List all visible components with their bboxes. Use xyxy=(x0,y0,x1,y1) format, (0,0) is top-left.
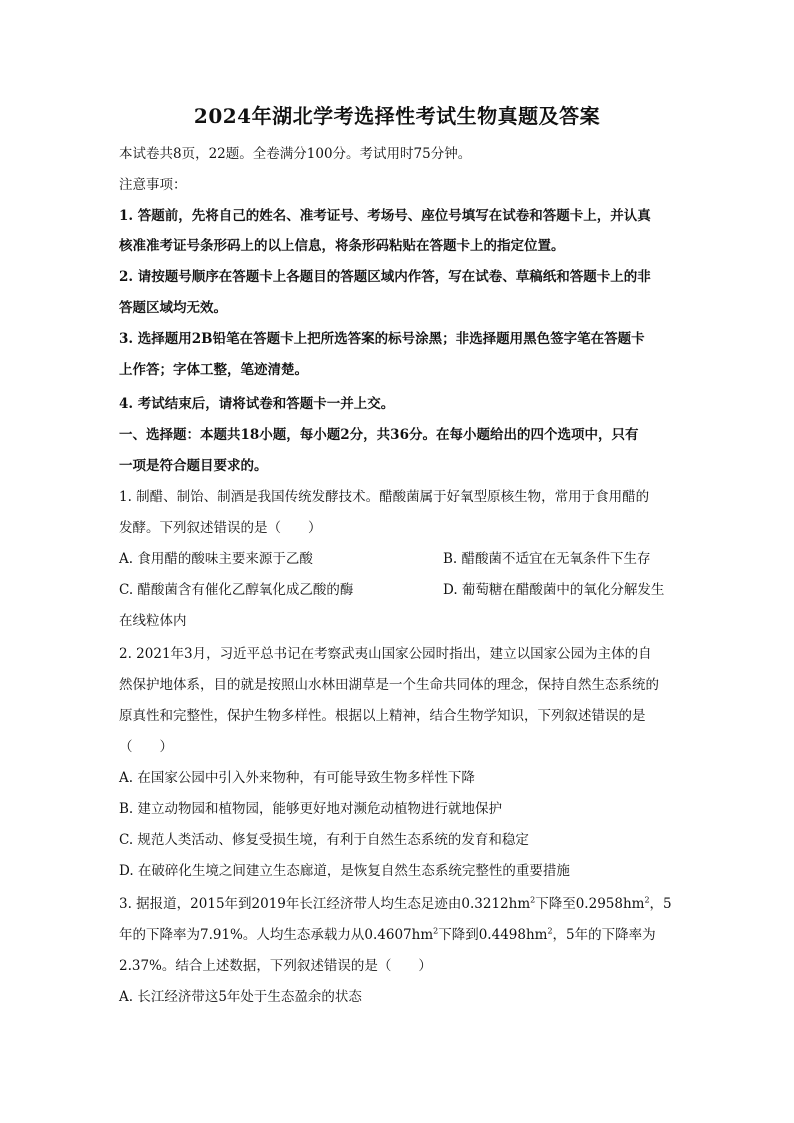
page-title: 2024年湖北学考选择性考试生物真题及答案 xyxy=(193,104,601,128)
option-d-continued: 在线粒体内 xyxy=(119,613,187,629)
notice-line: 核准准考证号条形码上的以上信息，将条形码粘贴在答题卡上的指定位置。 xyxy=(119,238,565,254)
question-1-stem: 发酵。下列叙述错误的是（ ） xyxy=(119,520,322,536)
question-2-stem: 原真性和完整性，保护生物多样性。根据以上精神，结合生物学知识，下列叙述错误的是 xyxy=(119,708,646,724)
option-a: A. 在国家公园中引入外来物种，有可能导致生物多样性下降 xyxy=(119,770,475,786)
question-2-stem: 2. 2021年3月，习近平总书记在考察武夷山国家公园时指出，建立以国家公园为主体的自 xyxy=(119,646,652,662)
option-b: B. 醋酸菌不适宜在无氧条件下生存 xyxy=(443,551,651,567)
question-3-stem: 年的下降率为7.91%。人均生态承载力从$0.4607hm^2$下降到$0.4498hm^2$，5年的下降率为 xyxy=(119,926,656,943)
question-2-stem: 然保护地体系，目的就是按照山水林田湖草是一个生命共同体的理念，保持自然生态系统的 xyxy=(119,677,659,693)
option-b: B. 建立动物园和植物园，能够更好地对濒危动植物进行就地保护 xyxy=(119,801,503,817)
notice-line: 上作答；字体工整，笔迹清楚。 xyxy=(119,362,308,378)
section-heading: 一项是符合题目要求的。 xyxy=(119,458,268,474)
option-c: C. 规范人类活动、修复受损生境，有利于自然生态系统的发育和稳定 xyxy=(119,832,529,848)
section-heading: 一、选择题：本题共18小题，每小题2分，共36分。在每小题给出的四个选项中，只有 xyxy=(119,427,639,443)
option-a: A. 长江经济带这5年处于生态盈余的状态 xyxy=(119,989,362,1005)
option-d: D. 在破碎化生境之间建立生态廊道，是恢复自然生态系统完整性的重要措施 xyxy=(119,863,570,879)
notice-line: 答题区域均无效。 xyxy=(119,300,227,316)
notice-line: 3. 选择题用2B铅笔在答题卡上把所选答案的标号涂黑；非选择题用黑色签字笔在答题卡 xyxy=(119,331,645,347)
question-2-stem: （ ） xyxy=(119,739,173,755)
notice-line: 4. 考试结束后，请将试卷和答题卡一并上交。 xyxy=(119,396,395,412)
question-1-stem: 1. 制醋、制饴、制酒是我国传统发酵技术。醋酸菌属于好氧型原核生物，常用于食用醋的 xyxy=(119,489,650,505)
notice-line: 1. 答题前，先将自己的姓名、准考证号、考场号、座位号填写在试卷和答题卡上，并认真 xyxy=(119,208,651,224)
option-d: D. 葡萄糖在醋酸菌中的氧化分解发生 xyxy=(443,582,665,598)
notice-line: 2. 请按题号顺序在答题卡上各题目的答题区域内作答，写在试卷、草稿纸和答题卡上的非 xyxy=(119,269,651,285)
intro-text: 本试卷共8页，22题。全卷满分100分。考试用时75分钟。 xyxy=(119,146,472,162)
question-3-stem: 3. 据报道，2015年到2019年长江经济带人均生态足迹由$0.3212hm^2$下降至$0.2958hm^2$，5 xyxy=(119,895,672,912)
notice-header: 注意事项： xyxy=(119,177,187,193)
option-c: C. 醋酸菌含有催化乙醇氧化成乙酸的酶 xyxy=(119,582,354,598)
option-a: A. 食用醋的酸味主要来源于乙酸 xyxy=(119,551,313,567)
question-3-stem: 2.37%。结合上述数据，下列叙述错误的是（ ） xyxy=(119,958,432,974)
